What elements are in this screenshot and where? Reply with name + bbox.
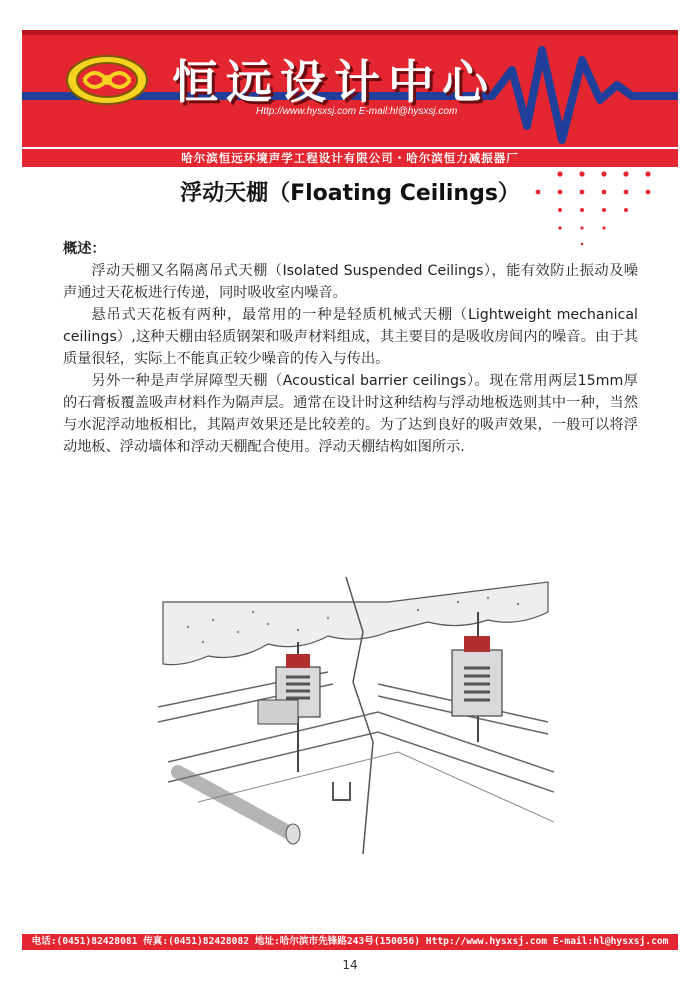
floating-ceiling-illustration (158, 572, 554, 854)
header-urls: Http://www.hysxsj.com E-mail:hl@hysxsj.com (256, 106, 458, 117)
page-title: 浮动天棚（Floating Ceilings） (180, 181, 520, 206)
page-number: 14 (342, 958, 358, 972)
section-heading: 概述： (63, 241, 106, 257)
paragraph-1: 浮动天棚又名隔离吊式天棚（Isolated Suspended Ceilings），能有效防止振动及噪声通过天花板进行传递，同时吸收室内噪音。 (63, 263, 638, 301)
paragraph-3: 另外一种是声学屏障型天棚（Acoustical barrier ceilings）。现在常用两层15mm厚的石膏板覆盖吸声材料作为隔声层。通常在设计时这种结构与浮动地板选则其中一种，当然与水泥浮动地板相比，其隔声效果还是比较差的。为了达到良好的吸声效果，一般可以将浮动地板、浮动墙体和浮动天棚配合使用。浮动天棚结构如图所示. (63, 373, 638, 455)
article-body (63, 238, 638, 458)
footer-contact-text: 电话:(0451)82428081 传真:(0451)82428082 地址:哈尔滨市先锋路243号(150056) Http://www.hysxsj.com E-mail:hl@hysxsj.com (31, 936, 669, 947)
company-name: 哈尔滨恒远环境声学工程设计有限公司・哈尔滨恒力减振器厂 (181, 151, 519, 165)
paragraph-2: 悬吊式天花板有两种，最常用的一种是轻质机械式天棚（Lightweight mechanical ceilings）,这种天棚由轻质钢架和吸声材料组成，其主要目的是吸收房间内的噪音。由于其质量很轻，实际上不能真正较少噪音的传入与传出。 (63, 307, 638, 367)
footer-contact-bar (22, 934, 678, 950)
company-logo-icon (62, 48, 152, 108)
company-name-bar (22, 147, 678, 167)
header-title: 恒远设计中心 (172, 55, 496, 109)
header-banner (22, 30, 678, 147)
